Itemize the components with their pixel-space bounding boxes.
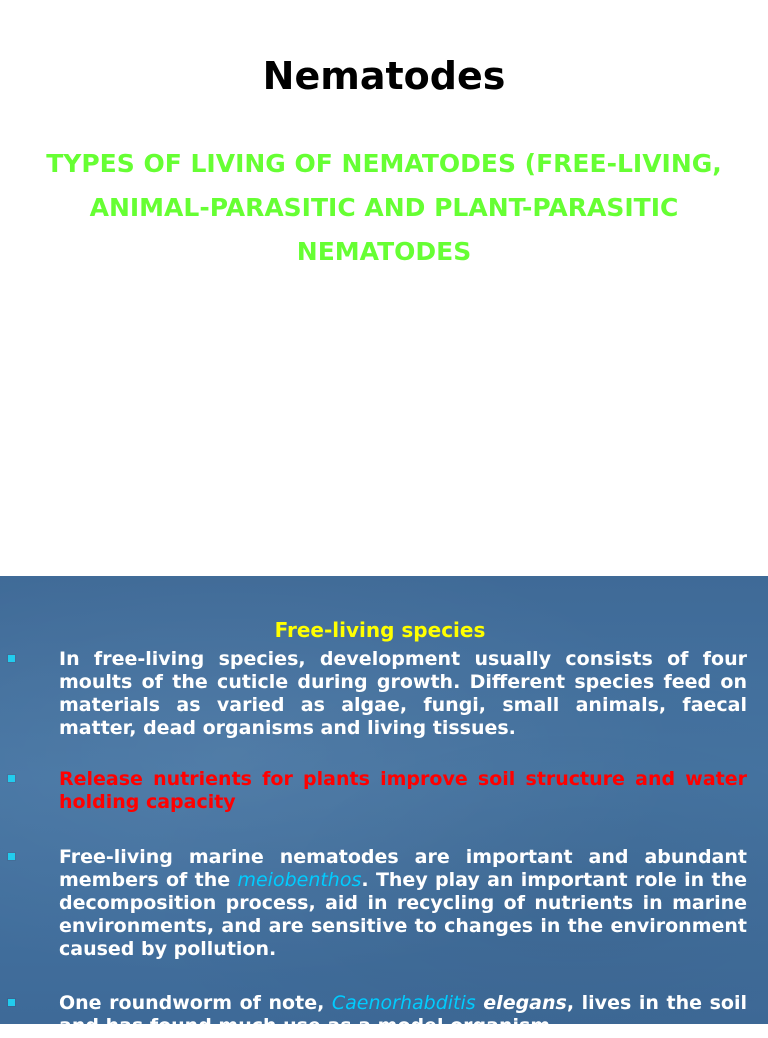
bullet-text: In free-living species, development usually consists of four moults of the cuticle during growth. Different species feed on materials as varied as algae, fungi, small animals, faecal matter, dead organisms and living tissues. [59, 648, 747, 739]
section-heading: Free-living species [274, 618, 486, 642]
bullet-text-part: , lives in the soil and has found much use as a model organism. [59, 992, 747, 1037]
bullet-text-part: . They play an important role in the decomposition process, aid in recycling of nutrients in marine environments, and are sensitive to changes in the environment caused by pollution. [59, 869, 747, 960]
term-link[interactable]: Caenorhabditis [331, 992, 476, 1014]
bullet-text [59, 992, 747, 1038]
square-bullet-icon [8, 853, 15, 860]
species-epithet: elegans [483, 992, 567, 1014]
bullet-text-part: Free-living marine nematodes are important and abundant members of the [59, 846, 747, 891]
square-bullet-icon [8, 655, 15, 662]
square-bullet-icon [8, 775, 15, 782]
slide-title: Nematodes [262, 54, 506, 98]
bullet-text-highlight: Release nutrients for plants improve soil structure and water holding capacity [59, 768, 747, 813]
content-slide [0, 576, 768, 1037]
term-link[interactable]: meiobenthos [237, 869, 362, 891]
bullet-text-part: One roundworm of note, [59, 992, 332, 1014]
slide-subtitle: TYPES OF LIVING OF NEMATODES (FREE-LIVING, ANIMAL-PARASITIC AND PLANT-PARASITIC NEMATODES [46, 149, 722, 266]
bullet-text [59, 846, 747, 961]
square-bullet-icon [8, 999, 15, 1006]
